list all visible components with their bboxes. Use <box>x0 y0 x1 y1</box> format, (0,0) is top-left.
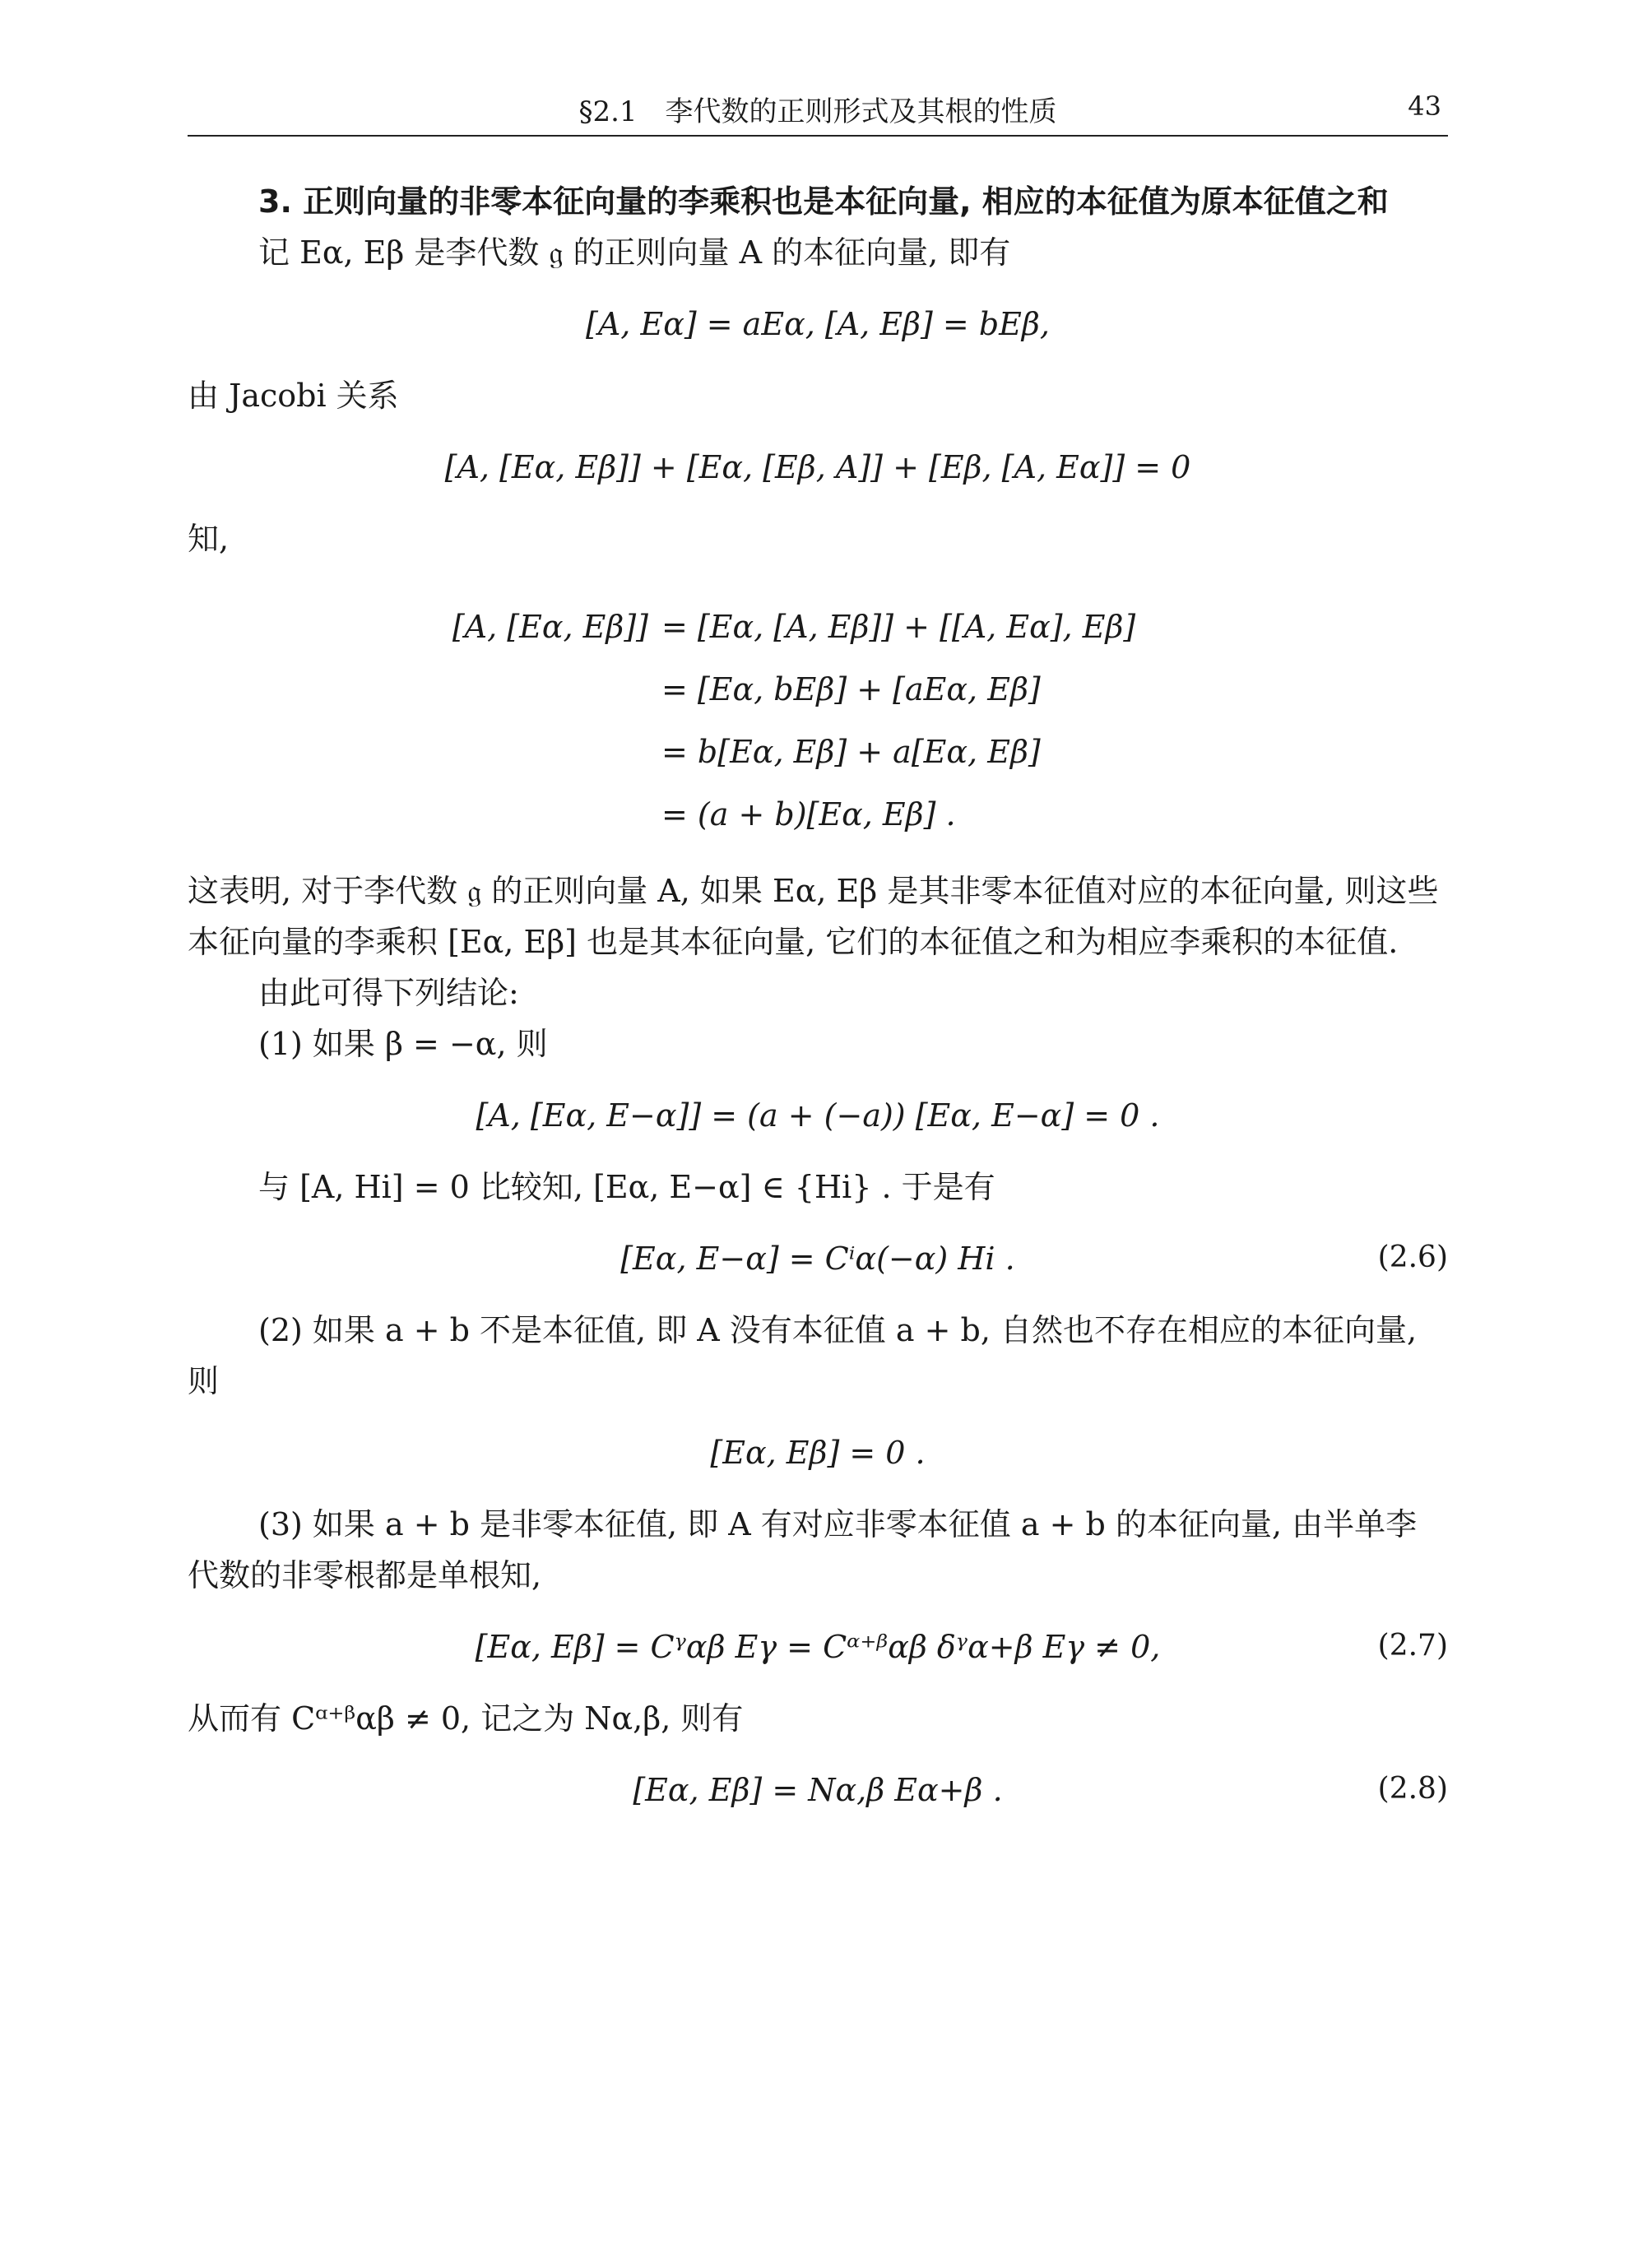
equation-2-8 <box>188 1772 1448 1808</box>
derivation-lhs <box>188 783 661 846</box>
derivation-rhs: = (a + b)[Eα, Eβ] . <box>661 796 956 832</box>
jacobi-intro: 由 Jacobi 关系 <box>188 378 399 414</box>
section-title: §2.1 李代数的正则形式及其根的性质 <box>578 95 1057 128</box>
derivation-rhs: = [Eα, [A, Eβ]] + [[A, Eα], Eβ] <box>661 609 1136 645</box>
equation-2-7-number: (2.7) <box>1377 1629 1448 1663</box>
explanation-paragraph: 这表明, 对于李代数 𝔤 的正则向量 A, 如果 Eα, Eβ 是其非零本征值对应的本征向量, 则这些本征向量的李乘积 [Eα, Eβ] 也是其本征向量, 它们的本征值之和为相应李乘积的本征值. <box>188 873 1439 960</box>
derivation-lhs <box>188 658 661 721</box>
book-page <box>188 82 1448 2188</box>
case-2-paragraph: (2) 如果 a + b 不是本征值, 即 A 没有本征值 a + b, 自然也不存在相应的本征向量, 则 <box>188 1312 1418 1399</box>
derivation-line <box>188 783 1448 846</box>
derivation-rhs: = [Eα, bEβ] + [aEα, Eβ] <box>661 671 1041 707</box>
equation-2-7-expr: [Eα, Eβ] = Cᵞαβ Eγ = Cᵅ⁺ᵝαβ δᵞα+β Eγ ≠ 0, <box>475 1629 1161 1665</box>
equation-2-7 <box>188 1629 1448 1665</box>
know-text: 知, <box>188 521 230 557</box>
case-2-equation: [Eα, Eβ] = 0 . <box>710 1435 926 1471</box>
case-1-intro: (1) 如果 β = −α, 则 <box>258 1026 548 1062</box>
case-1-equation: [A, [Eα, E−α]] = (a + (−a)) [Eα, E−α] = 0 . <box>476 1097 1160 1134</box>
equation-2-6-expr: [Eα, E−α] = Cⁱα(−α) Hi . <box>620 1241 1015 1277</box>
derivation-lhs <box>188 721 661 783</box>
page-number: 43 <box>1408 90 1441 122</box>
derivation-lhs: [A, [Eα, Eβ]] <box>452 609 648 645</box>
jacobi-equation: [A, [Eα, Eβ]] + [Eα, [Eβ, A]] + [Eβ, [A, Eα]] = 0 <box>444 449 1191 485</box>
derivation-line <box>188 596 1448 658</box>
derivation-block <box>188 596 1448 846</box>
derivation-line <box>188 658 1448 721</box>
derivation-line <box>188 721 1448 783</box>
subsection-heading: 3. 正则向量的非零本征向量的李乘积也是本征向量, 相应的本征值为原本征值之和 <box>258 183 1389 220</box>
equation-2-8-number: (2.8) <box>1377 1772 1448 1806</box>
derivation-rhs: = b[Eα, Eβ] + a[Eα, Eβ] <box>661 734 1041 770</box>
eigen-equation: [A, Eα] = aEα, [A, Eβ] = bEβ, <box>586 306 1050 342</box>
equation-2-6-number: (2.6) <box>1377 1241 1448 1274</box>
running-head <box>188 82 1448 137</box>
case-3-paragraph: (3) 如果 a + b 是非零本征值, 即 A 有对应非零本征值 a + b 的本征向量, 由半单李代数的非零根都是单根知, <box>188 1506 1418 1593</box>
conclusion-intro: 由此可得下列结论: <box>258 975 519 1011</box>
intro-paragraph: 记 Eα, Eβ 是李代数 𝔤 的正则向量 A 的本征向量, 即有 <box>258 234 1011 271</box>
equation-2-6 <box>188 1241 1448 1277</box>
compare-text: 与 [A, Hi] = 0 比较知, [Eα, E−α] ∈ {Hi} . 于是有 <box>258 1169 995 1205</box>
therefore-text: 从而有 Cᵅ⁺ᵝαβ ≠ 0, 记之为 Nα,β, 则有 <box>188 1700 744 1737</box>
equation-2-8-expr: [Eα, Eβ] = Nα,β Eα+β . <box>633 1772 1003 1808</box>
